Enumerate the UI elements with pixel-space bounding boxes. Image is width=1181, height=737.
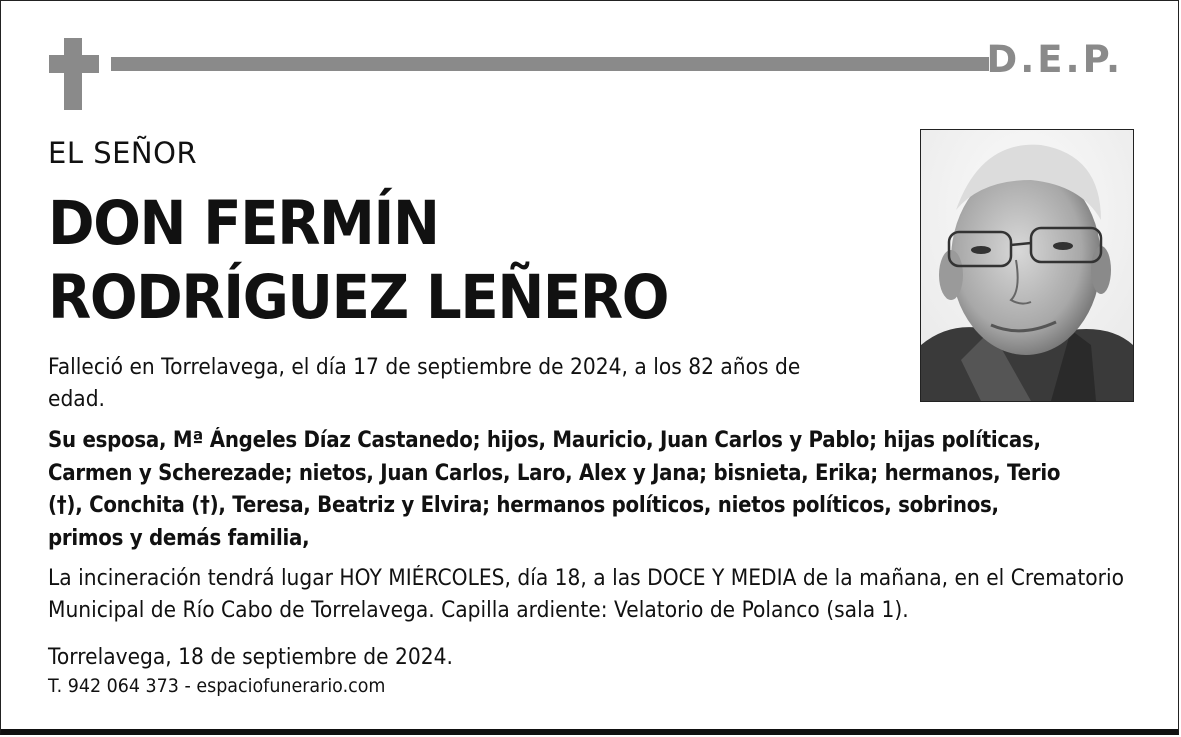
name-line-1: DON FERMÍN [48, 188, 439, 259]
portrait-image [921, 130, 1133, 401]
ceremony-info: La incineración tendrá lugar HOY MIÉRCOLES, día 18, a las DOCE Y MEDIA de la mañana, en el Crematorio Municipal de Río Cabo de Torrelavega. Capilla ardiente: Velatorio de Polanco (sala 1). [48, 566, 1124, 623]
honorific: EL SEÑOR [48, 136, 198, 170]
deceased-name [48, 187, 668, 335]
place-date: Torrelavega, 18 de septiembre de 2024. [48, 645, 453, 670]
cross-icon [64, 38, 82, 110]
contact-info: T. 942 064 373 - espaciofunerario.com [48, 675, 386, 697]
cross-icon-bar [49, 55, 99, 73]
death-info: Falleció en Torrelavega, el día 17 de septiembre de 2024, a los 82 años de edad. [48, 355, 801, 412]
family-list: Su esposa, Mª Ángeles Díaz Castanedo; hijos, Mauricio, Juan Carlos y Pablo; hijas políticas, Carmen y Scherezade; nietos, Juan Carlos, Laro, Alex y Jana; bisnieta, Erika; hermanos, Terio (†), Conchita (†), Teresa, Beatriz y Elvira; hermanos políticos, nietos políticos, sobrinos, primos y demás familia, [48, 428, 1061, 551]
dep-tag: D.E.P. [986, 38, 1123, 81]
header-rule [111, 57, 989, 71]
name-line-2: RODRÍGUEZ LEÑERO [48, 262, 669, 333]
portrait-photo [920, 129, 1134, 402]
